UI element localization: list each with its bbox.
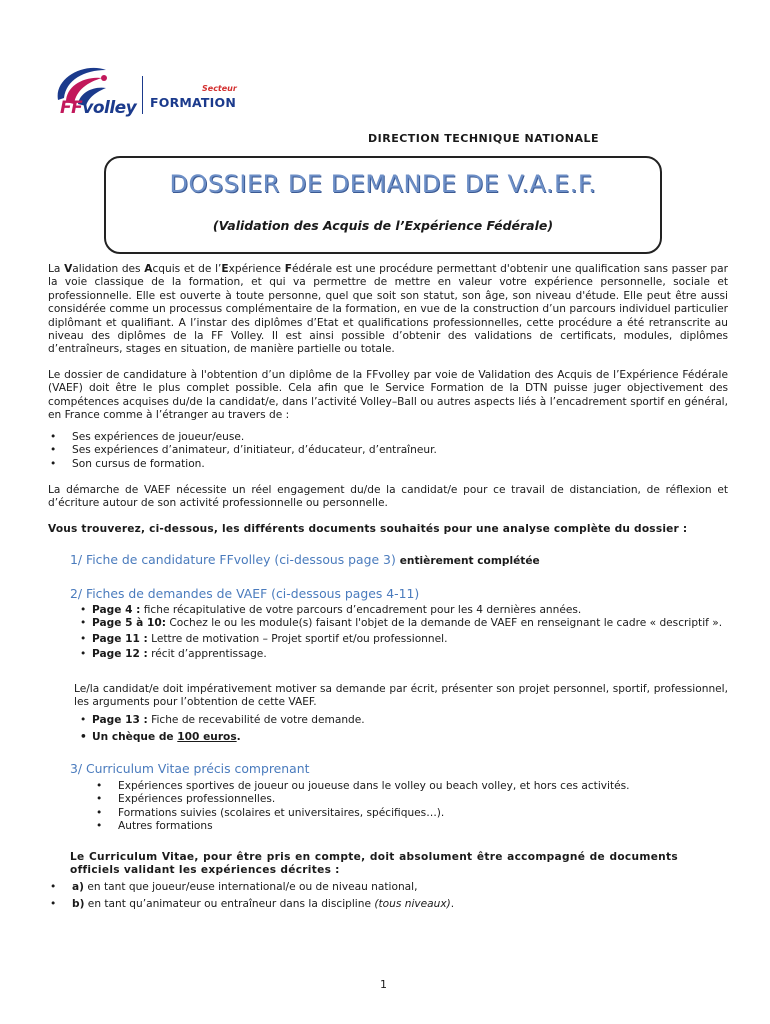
title-box — [104, 156, 662, 254]
list-item: • Ses expériences de joueur/euse. — [48, 431, 728, 444]
list-item: • Expériences sportives de joueur ou joueuse dans le volley ou beach volley, et hors ces activités. — [94, 780, 726, 793]
cv-list — [94, 780, 726, 834]
experience-list — [48, 431, 728, 471]
list-item: • Expériences professionnelles. — [94, 793, 726, 806]
page-title: DOSSIER DE DEMANDE DE V.A.E.F. — [169, 170, 597, 198]
direction-heading: DIRECTION TECHNIQUE NATIONALE — [368, 132, 600, 145]
list-item: • Autres formations — [94, 820, 726, 833]
intro-paragraph: La Validation des Acquis et de l’Expérience Fédérale est une procédure permettant d'obtenir une qualification sans passer par la voie classique de la formation, et qui va permettre de mettre en valeur votre expérience personnelle, sociale et professionnelle. Elle est ouverte à toute personne, quel que soit son statut, son âge, son niveau d'étude. Elle peut être aussi considérée comme un processus complémentaire de la formation, en vue de la construction d’un parcours individuel particulier diplômant et qualifiant. A l’instar des diplômes d’Etat et qualifications professionnelles, cette procédure a été retranscrite au niveau des diplômes de la FF Volley. Il est ainsi possible d’obtenir des validations de certificats, modules, diplômes d’entraîneurs, stages en situation, de manière partielle ou totale. — [48, 263, 728, 356]
section-2-list — [80, 604, 726, 662]
candidature-paragraph: Le dossier de candidature à l'obtention d’un diplôme de la FFvolley par voie de Validation des Acquis de l’Expérience Fédérale (VAEF) doit être le plus complet possible. Cela afin que le Service Formation de la DTN puisse juger objectivement des compétences acquises du/de la candidat/e, dans l’activité Volley–Ball ou autres aspects liés à l’encadrement sportif en général, en France comme à l’étranger au travers de : — [48, 369, 728, 422]
section-3-heading: 3/ Curriculum Vitae précis comprenant — [70, 761, 310, 776]
list-item: • Page 11 : Lettre de motivation – Projet sportif et/ou professionnel. — [80, 633, 726, 646]
list-item: • Ses expériences d’animateur, d’initiateur, d’éducateur, d’entraîneur. — [48, 444, 728, 457]
section-2-list-extra — [80, 714, 726, 745]
list-item: • Page 5 à 10: Cochez le ou les module(s) faisant l'objet de la demande de VAEF en renseignant le cadre « descriptif ». — [80, 617, 726, 630]
logo-secteur: Secteur — [202, 84, 237, 93]
logo-divider — [142, 76, 143, 114]
page-subtitle: (Validation des Acquis de l’Expérience Fédérale) — [212, 218, 554, 233]
list-item: • Page 4 : fiche récapitulative de votre parcours d’encadrement pour les 4 dernières années. — [80, 604, 726, 617]
list-item: • a) en tant que joueur/euse international/e ou de niveau national, — [48, 881, 728, 894]
list-item: • Son cursus de formation. — [48, 458, 728, 471]
cv-note: Le Curriculum Vitae, pour être pris en compte, doit absolument être accompagné de documents officiels validant les expériences décrites : — [70, 851, 678, 877]
logo-formation: FORMATION — [150, 95, 236, 110]
documents-intro: Vous trouverez, ci-dessous, les différents documents souhaités pour une analyse complète du dossier : — [48, 523, 688, 535]
section-1-heading: 1/ Fiche de candidature FFvolley (ci-dessous page 3) entièrement complétée — [70, 552, 540, 567]
list-item: • b) en tant qu’animateur ou entraîneur dans la discipline (tous niveaux). — [48, 898, 728, 911]
official-documents-list — [48, 881, 728, 912]
ffvolley-wordmark: FFvolley — [60, 98, 137, 118]
list-item: • Formations suivies (scolaires et universitaires, spécifiques…). — [94, 807, 726, 820]
list-item: • Page 13 : Fiche de recevabilité de votre demande. — [80, 714, 726, 727]
page-number: 1 — [380, 978, 387, 991]
ffvolley-logo — [44, 64, 244, 124]
list-item: • Un chèque de 100 euros. — [80, 731, 726, 744]
engagement-paragraph: La démarche de VAEF nécessite un réel engagement du/de la candidat/e pour ce travail de distanciation, de réflexion et d’écriture autour de son activité professionnelle ou personnelle. — [48, 484, 728, 510]
motivation-note: Le/la candidat/e doit impérativement motiver sa demande par écrit, présenter son projet personnel, sportif, professionnel, les arguments pour l’obtention de cette VAEF. — [74, 683, 728, 709]
section-2-heading: 2/ Fiches de demandes de VAEF (ci-dessous pages 4-11) — [70, 586, 420, 601]
list-item: • Page 12 : récit d’apprentissage. — [80, 648, 726, 661]
